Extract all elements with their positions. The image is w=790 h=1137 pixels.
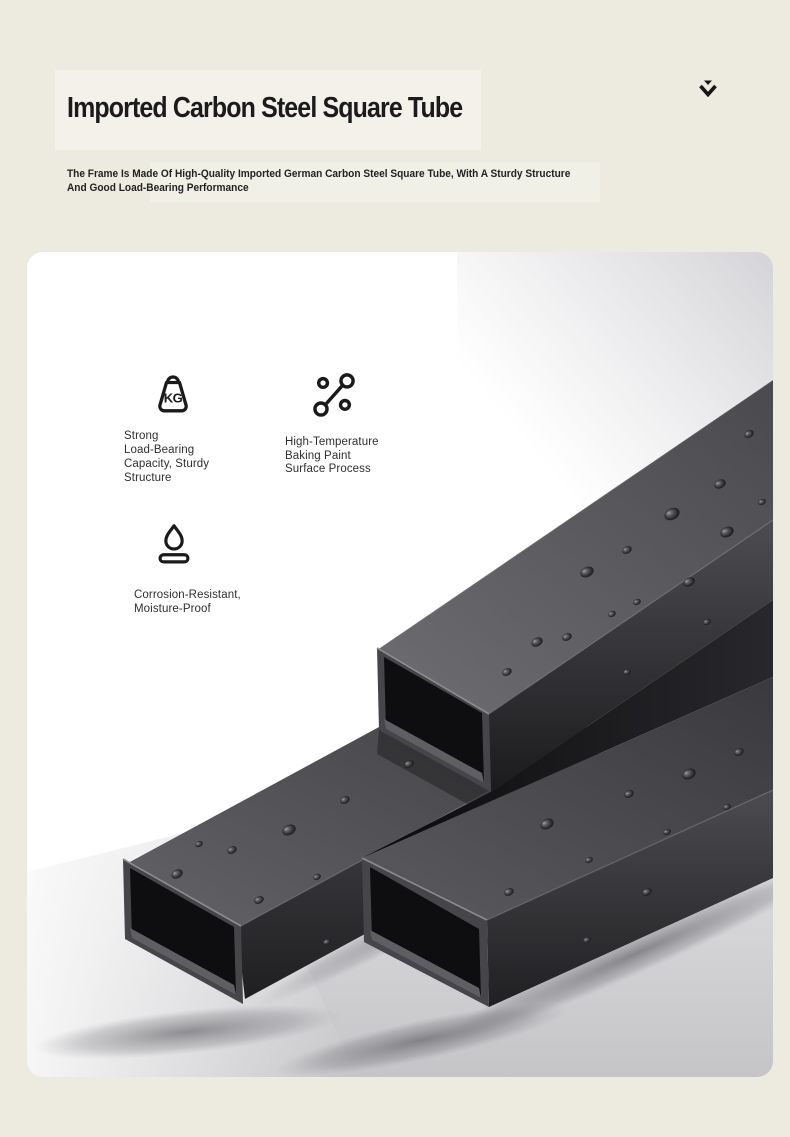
kg-icon-text: KG <box>163 390 183 406</box>
product-feature-card <box>27 252 773 1077</box>
feature-load-bearing-label: Strong Load-Bearing Capacity, Sturdy Structure <box>124 430 210 484</box>
feature-baking-paint-label: High-Temperature Baking Paint Surface Process <box>285 436 379 475</box>
feature-moisture-proof-label: Corrosion-Resistant, Moisture-Proof <box>134 589 241 615</box>
page-subtitle: The Frame Is Made Of High-Quality Imported German Carbon Steel Square Tube, With A Sturdy Structure And Good Load-Bearing Performance <box>67 168 571 194</box>
steel-tube-photo <box>27 252 773 1077</box>
double-chevron-down-icon[interactable] <box>698 79 718 97</box>
page-title: Imported Carbon Steel Square Tube <box>67 92 463 124</box>
